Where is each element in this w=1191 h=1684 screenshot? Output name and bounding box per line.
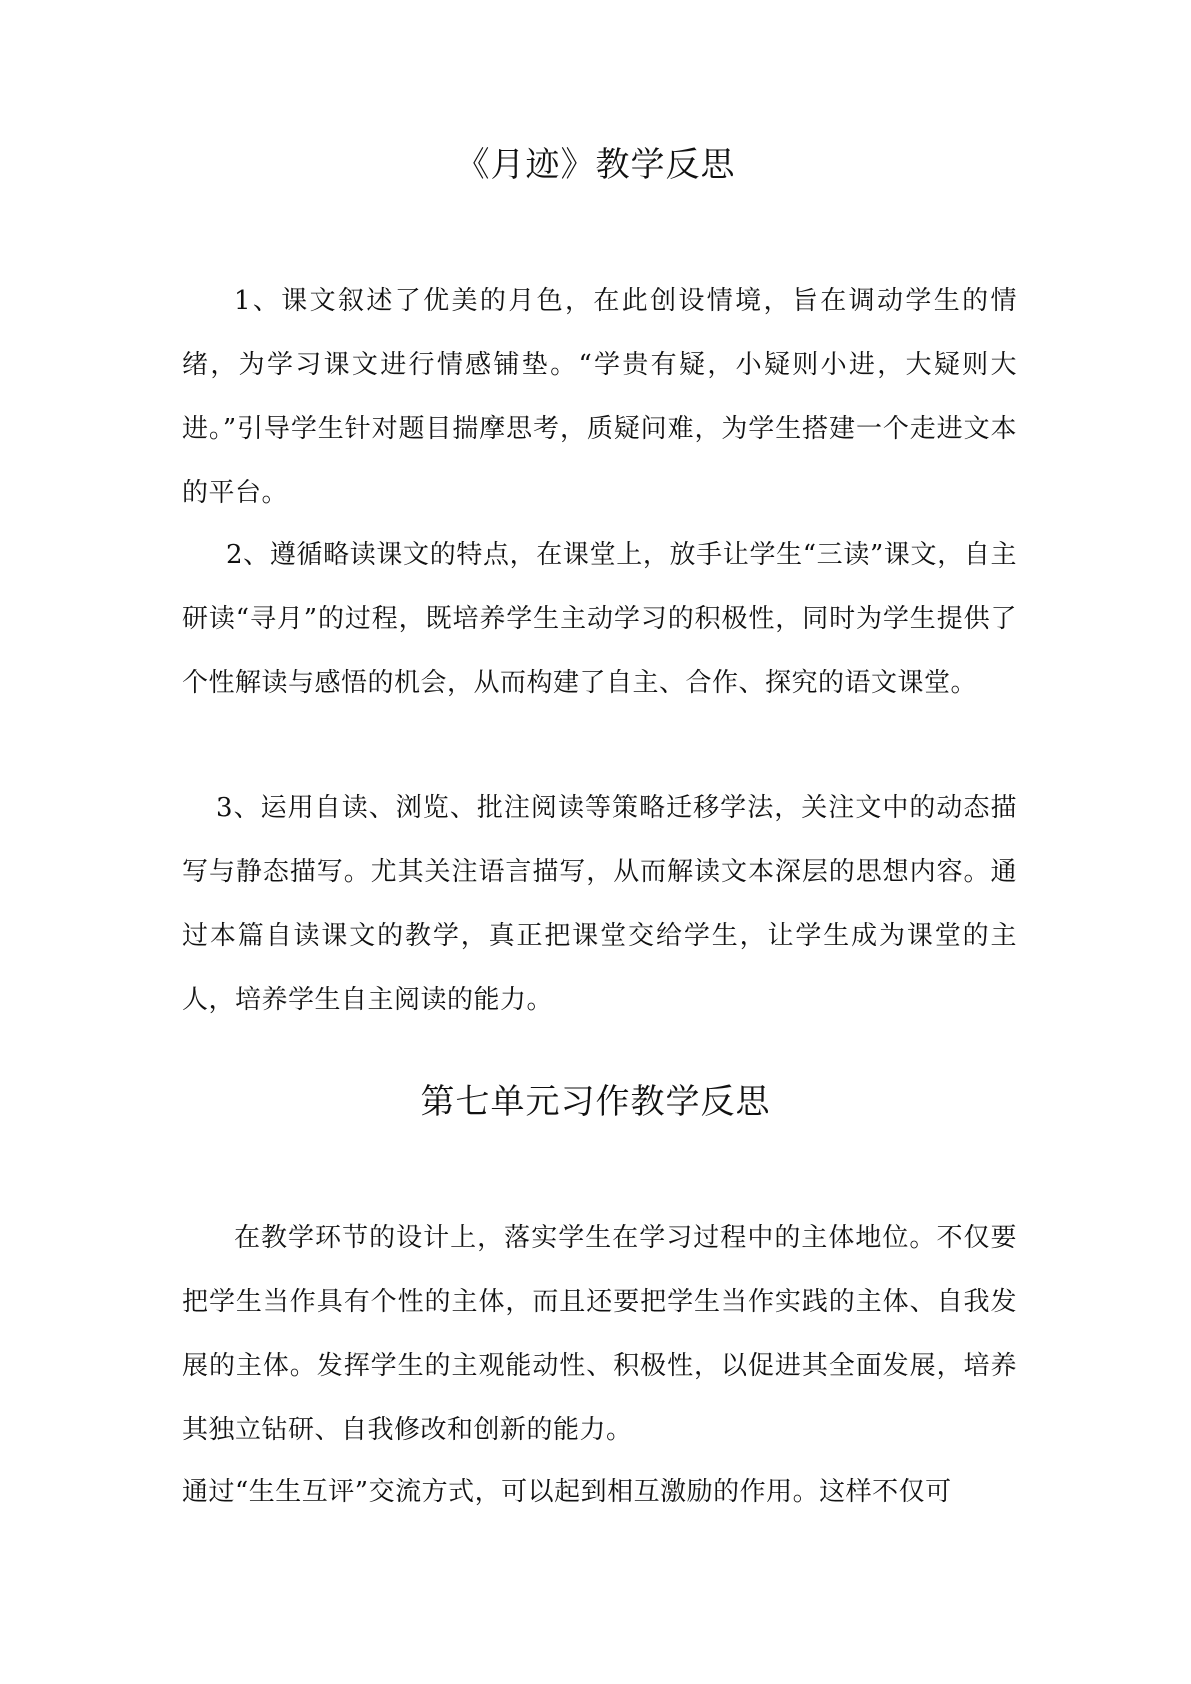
paragraph-yueji-1: 1、课文叙述了优美的月色，在此创设情境，旨在调动学生的情绪，为学习课文进行情感铺垫。“学贵有疑，小疑则小进，大疑则大进。”引导学生针对题目揣摩思考，质疑问难，为学生搭建一个走进文本的平台。 bbox=[182, 286, 1017, 508]
section-title-unit7: 第七单元习作教学反思 bbox=[420, 1082, 771, 1122]
section-title-yueji: 《月迹》教学反思 bbox=[455, 145, 736, 185]
paragraph-unit7-1: 在教学环节的设计上，落实学生在学习过程中的主体地位。不仅要把学生当作具有个性的主体，而且还要把学生当作实践的主体、自我发展的主体。发挥学生的主观能动性、积极性，以促进其全面发展，培养其独立钻研、自我修改和创新的能力。 bbox=[182, 1223, 1017, 1445]
paragraph-yueji-2: 2、遵循略读课文的特点，在课堂上，放手让学生“三读”课文，自主研读“寻月”的过程，既培养学生主动学习的积极性，同时为学生提供了个性解读与感悟的机会，从而构建了自主、合作、探究的语文课堂。 bbox=[182, 540, 1017, 698]
paragraph-yueji-3: 3、运用自读、浏览、批注阅读等策略迁移学法，关注文中的动态描写与静态描写。尤其关注语言描写，从而解读文本深层的思想内容。通过本篇自读课文的教学，真正把课堂交给学生，让学生成为课堂的主人，培养学生自主阅读的能力。 bbox=[182, 793, 1017, 1015]
paragraph-unit7-2: 通过“生生互评”交流方式，可以起到相互激励的作用。这样不仅可 bbox=[182, 1477, 952, 1507]
